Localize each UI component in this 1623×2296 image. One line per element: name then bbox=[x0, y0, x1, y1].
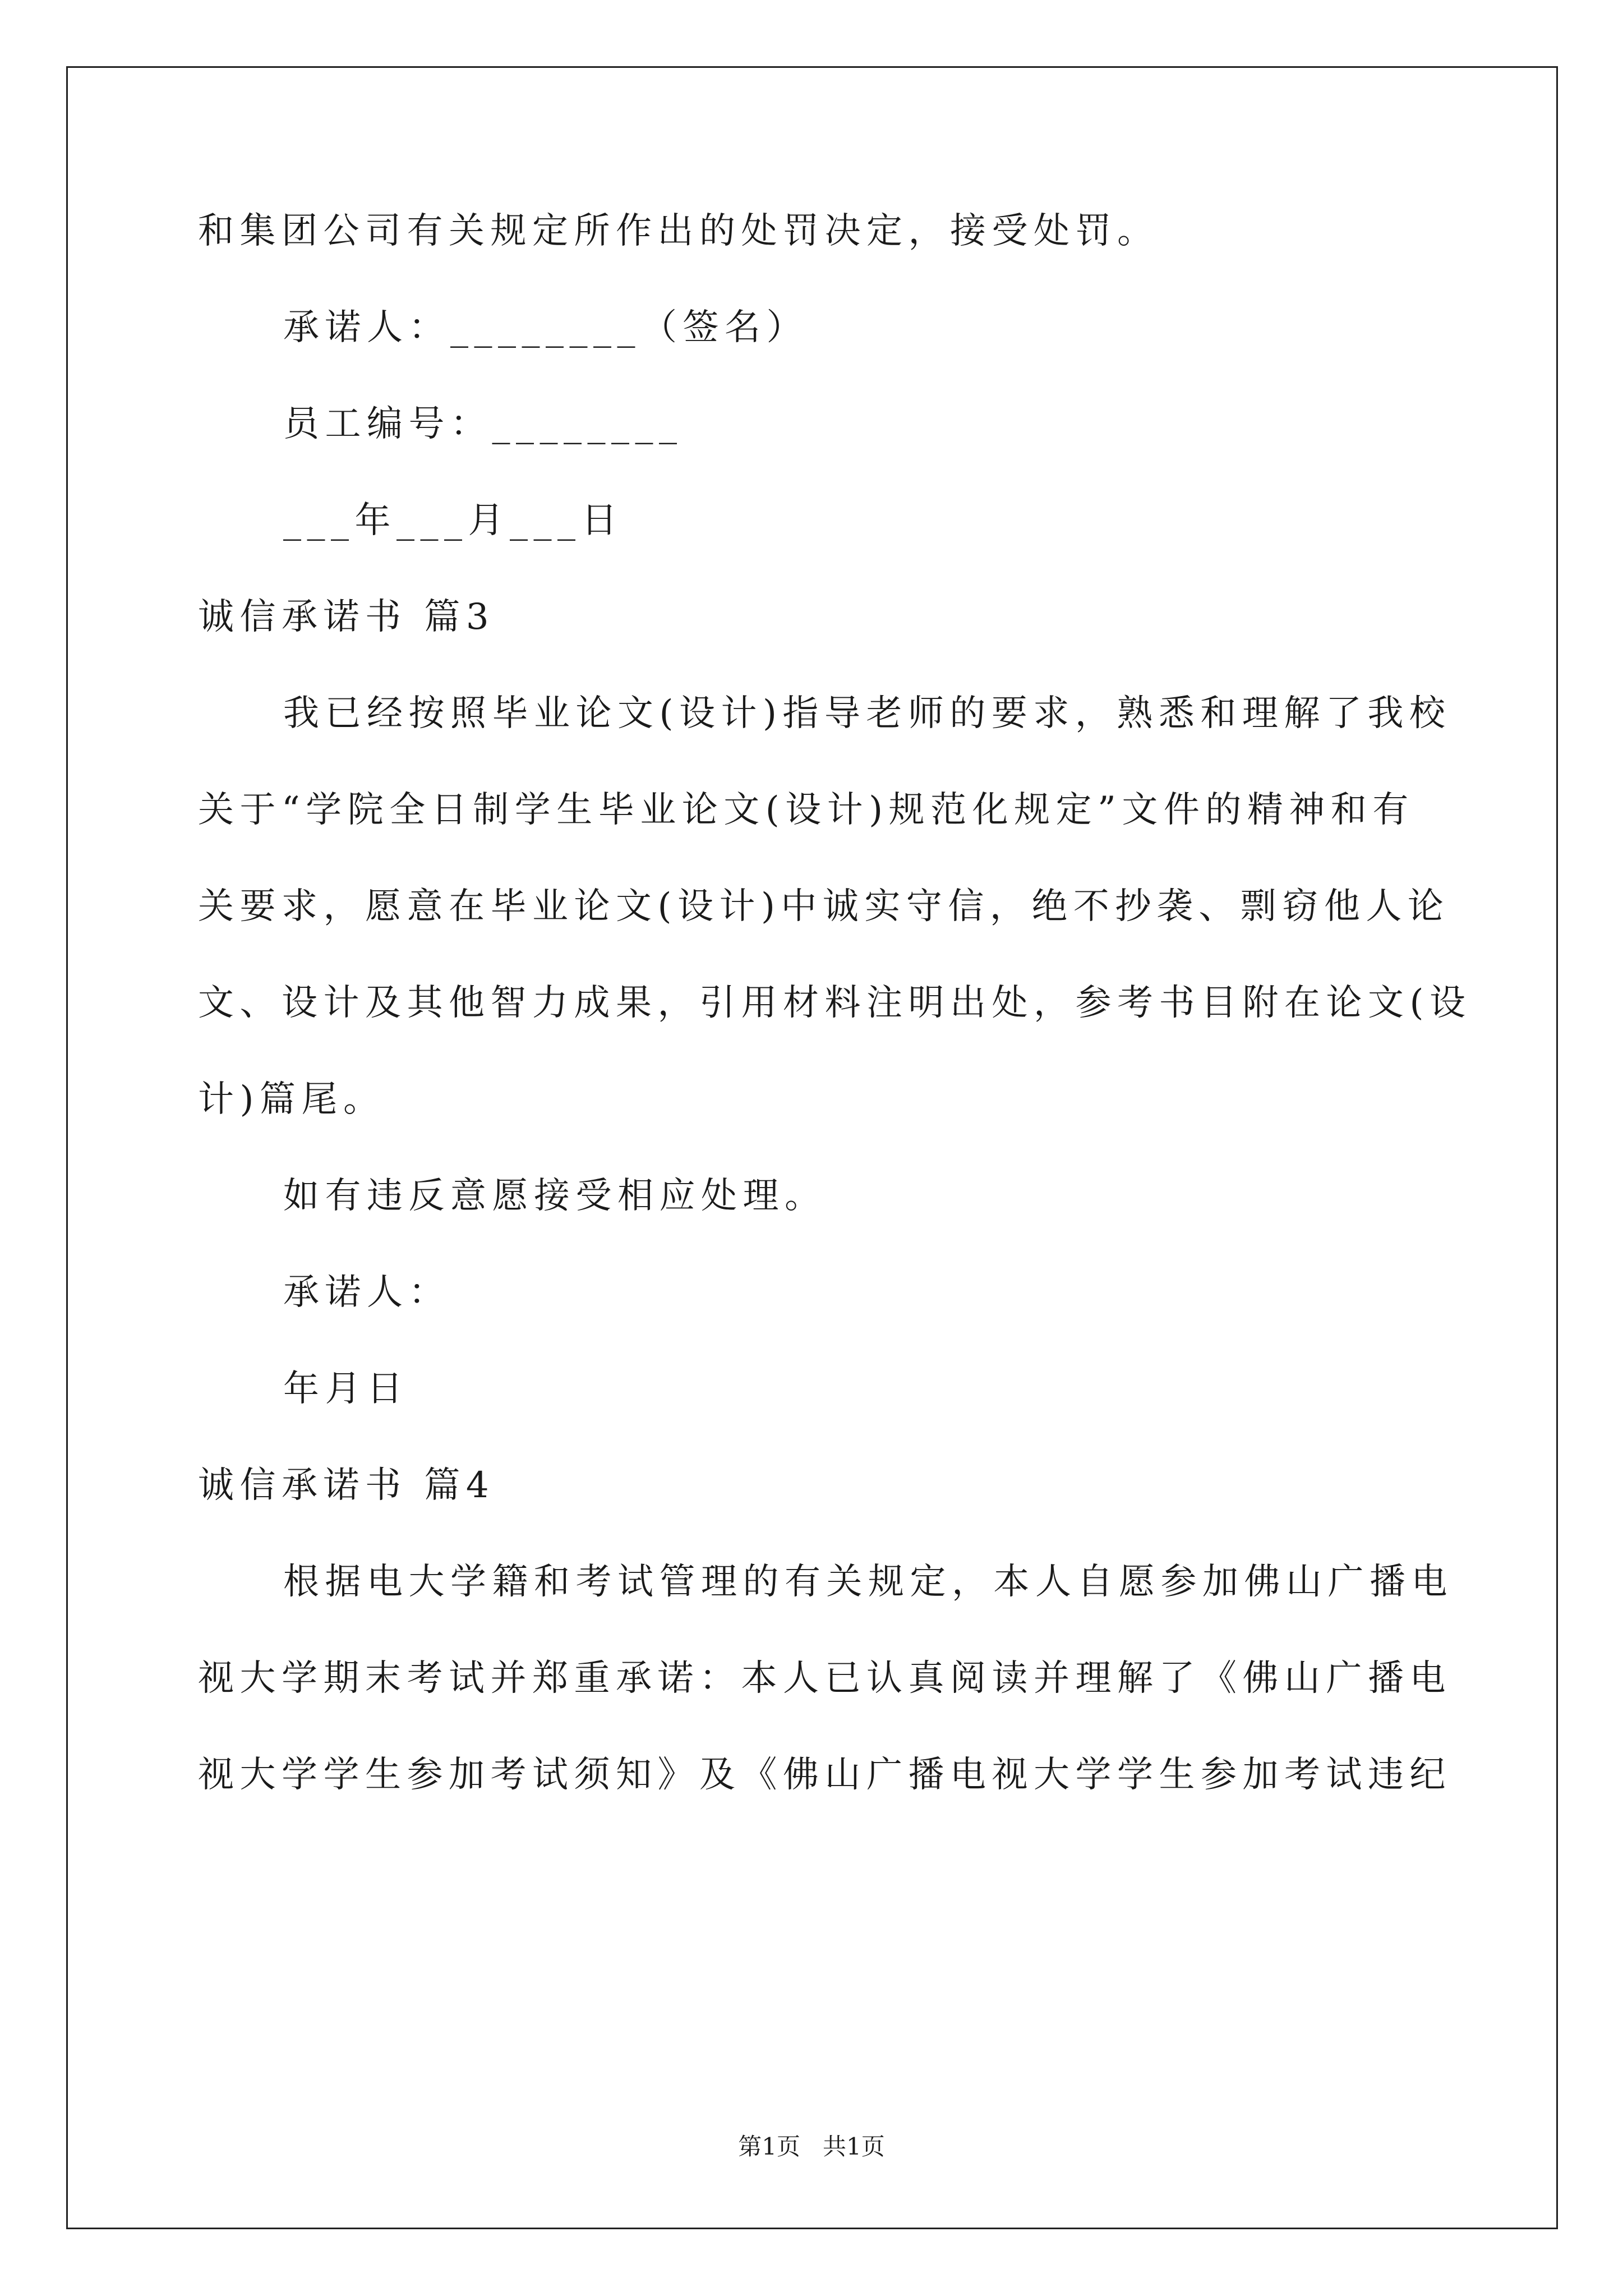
date-line: 年月日 bbox=[283, 1368, 409, 1410]
paragraph-line: 和集团公司有关规定所作出的处罚决定，接受处罚。 bbox=[198, 210, 1159, 252]
document-body bbox=[198, 210, 1472, 1853]
paragraph-line: 根据电大学籍和考试管理的有关规定，本人自愿参加佛山广播电 bbox=[283, 1561, 1453, 1603]
paragraph-line: 计)篇尾。 bbox=[198, 1079, 385, 1120]
paragraph-line: 视大学学生参加考试须知》及《佛山广播电视大学学生参加考试违纪 bbox=[198, 1754, 1451, 1796]
promisor-line: 承诺人： bbox=[283, 1272, 450, 1313]
date-line: ___年___月___日 bbox=[283, 500, 623, 541]
paragraph-line: 如有违反意愿接受相应处理。 bbox=[283, 1175, 827, 1217]
paragraph-line: 关要求，愿意在毕业论文(设计)中诚实守信，绝不抄袭、剽窃他人论 bbox=[198, 886, 1450, 927]
promisor-signature-line: 承诺人：________（签名） bbox=[283, 307, 808, 348]
employee-number-line: 员工编号：________ bbox=[283, 403, 683, 445]
paragraph-line: 我已经按照毕业论文(设计)指导老师的要求，熟悉和理解了我校 bbox=[283, 693, 1451, 734]
paragraph-line: 视大学期末考试并郑重承诺：本人已认真阅读并理解了《佛山广播电 bbox=[198, 1658, 1451, 1699]
paragraph-line: 关于“学院全日制学生毕业论文(设计)规范化规定”文件的精神和有 bbox=[198, 789, 1414, 831]
section-heading: 诚信承诺书 篇4 bbox=[198, 1465, 495, 1506]
page-number-footer: 第1页 共1页 bbox=[738, 2133, 885, 2160]
section-heading: 诚信承诺书 篇3 bbox=[198, 596, 495, 638]
paragraph-line: 文、设计及其他智力成果，引用材料注明出处，参考书目附在论文(设 bbox=[198, 982, 1472, 1024]
